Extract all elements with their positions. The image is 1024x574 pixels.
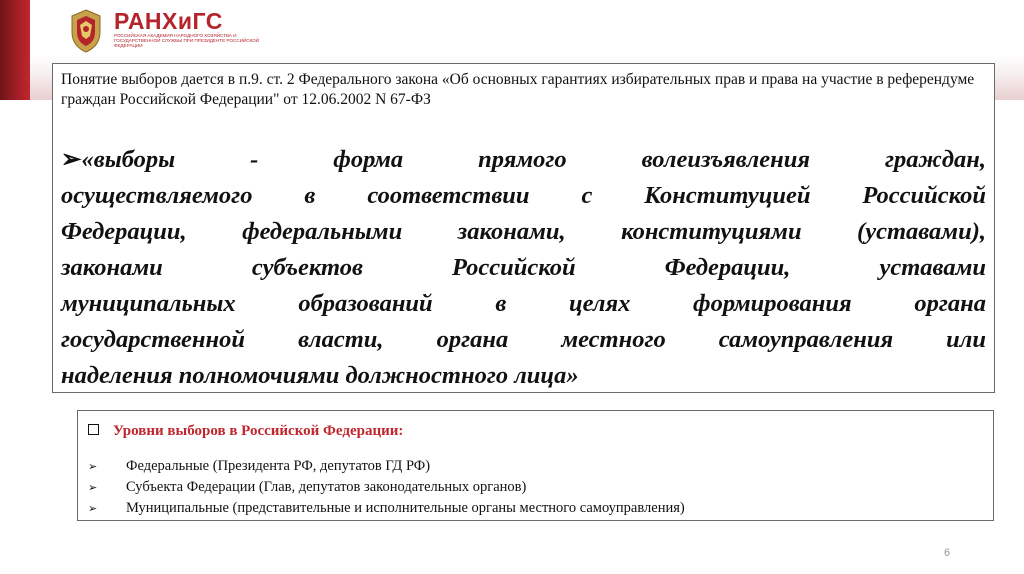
logo-title: РАНХиГС xyxy=(114,8,223,34)
list-item-text: Субъекта Федерации (Глав, депутатов законодательных органов) xyxy=(126,479,527,495)
levels-heading-text: Уровни выборов в Российской Федерации: xyxy=(113,423,404,439)
list-item xyxy=(88,456,685,477)
list-item-text: Федеральные (Президента РФ, депутатов ГД РФ) xyxy=(126,458,431,474)
quote-line: государственной власти, органа местного самоуправления или xyxy=(61,326,986,353)
quote-line: осуществляемого в соответствии с Конституцией Российской xyxy=(61,182,986,209)
arrow-bullet-icon: ➢ xyxy=(88,460,98,473)
levels-box xyxy=(77,410,994,521)
quote-line: наделения полномочиями должностного лица» xyxy=(61,362,579,389)
emblem-icon xyxy=(66,8,106,54)
list-item-text: Муниципальные (представительные и исполнительные органы местного самоуправления) xyxy=(126,500,685,516)
arrow-bullet-icon: ➢ xyxy=(88,481,98,494)
intro-text: Понятие выборов дается в п.9. ст. 2 Федерального закона «Об основных гарантиях избирательных прав и права на участие в референдуме граждан Российской Федерации" от 12.06.2002 N 67-ФЗ xyxy=(61,71,975,108)
list-item xyxy=(88,477,685,498)
levels-heading xyxy=(88,423,403,440)
logo xyxy=(66,8,266,54)
quote-line: муниципальных образований в целях формирования органа xyxy=(61,290,986,317)
definition-box xyxy=(52,63,995,393)
list-item xyxy=(88,498,685,519)
arrow-bullet-icon: ➢ xyxy=(88,502,98,515)
quote-line: законами субъектов Российской Федерации, уставами xyxy=(61,254,986,281)
definition-quote xyxy=(61,142,986,394)
arrow-bullet-icon: ➢ xyxy=(61,146,82,173)
logo-subtitle: РОССИЙСКАЯ АКАДЕМИЯ НАРОДНОГО ХОЗЯЙСТВА И ГОСУДАРСТВЕННОЙ СЛУЖБЫ ПРИ ПРЕЗИДЕНТЕ РОССИЙСКОЙ ФЕДЕРАЦИИ xyxy=(114,33,260,48)
levels-list xyxy=(88,456,685,519)
quote-line-text: «выборы - форма прямого волеизъявления граждан, xyxy=(81,146,986,173)
quote-line xyxy=(61,142,986,178)
quote-line: Федерации, федеральными законами, конституциями (уставами), xyxy=(61,218,986,245)
checkbox-bullet-icon xyxy=(88,424,99,435)
left-accent-bar xyxy=(0,0,30,100)
page-number: 6 xyxy=(944,547,951,559)
